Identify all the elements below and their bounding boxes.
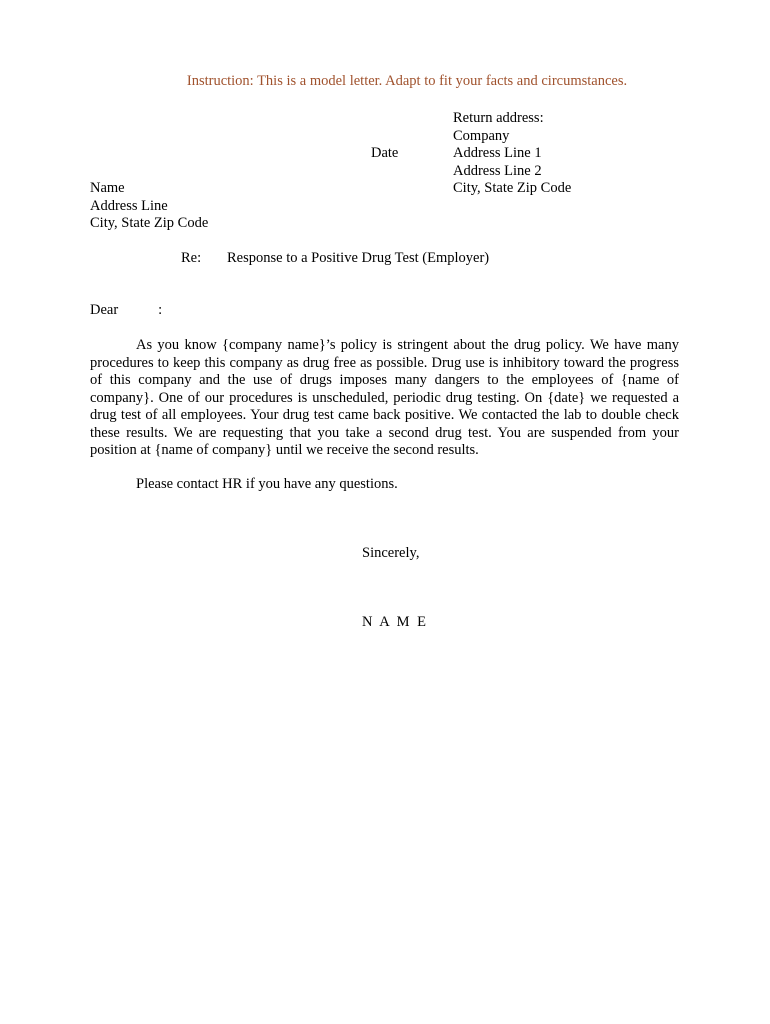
recipient-city-state-zip: City, State Zip Code <box>90 215 209 231</box>
recipient-address-line: Address Line <box>90 197 168 214</box>
closing-sincerely: Sincerely, <box>362 545 420 561</box>
return-address-block <box>453 110 571 198</box>
return-address-company: Company <box>453 127 510 144</box>
salutation-greeting: Dear <box>90 302 119 318</box>
instruction-note: Instruction: This is a model letter. Adapt to fit your facts and circumstances. <box>186 73 628 89</box>
return-address-label: Return address: <box>453 110 544 126</box>
closing-paragraph: Please contact HR if you have any questions. <box>136 476 398 492</box>
date-label: Date <box>371 145 399 161</box>
return-address-line-1: Address Line 1 <box>453 145 542 161</box>
re-subject: Response to a Positive Drug Test (Employer) <box>227 250 490 266</box>
salutation-colon: : <box>158 302 163 318</box>
return-address-line-2: Address Line 2 <box>453 162 542 179</box>
re-label: Re: <box>181 250 202 266</box>
letter-body-paragraph: As you know {company name}’s policy is stringent about the drug policy. We have many procedures to keep this company as drug free as possible. Drug use is inhibitory toward the progress of this company and the use of drugs imposes many dangers to the employees of {name of company}. One of our procedures is unscheduled, periodic drug testing. On {date} we requested a drug test of all employees. Your drug test came back positive. We contacted the lab to double check these results. We are requesting that you take a second drug test. You are suspended from your position at {name of company} until we receive the second results. <box>90 337 679 458</box>
salutation <box>90 302 162 320</box>
signature-name: N A M E <box>362 614 428 630</box>
recipient-address-block <box>90 180 208 233</box>
recipient-name: Name <box>90 180 125 196</box>
return-address-city-state-zip: City, State Zip Code <box>453 180 572 196</box>
